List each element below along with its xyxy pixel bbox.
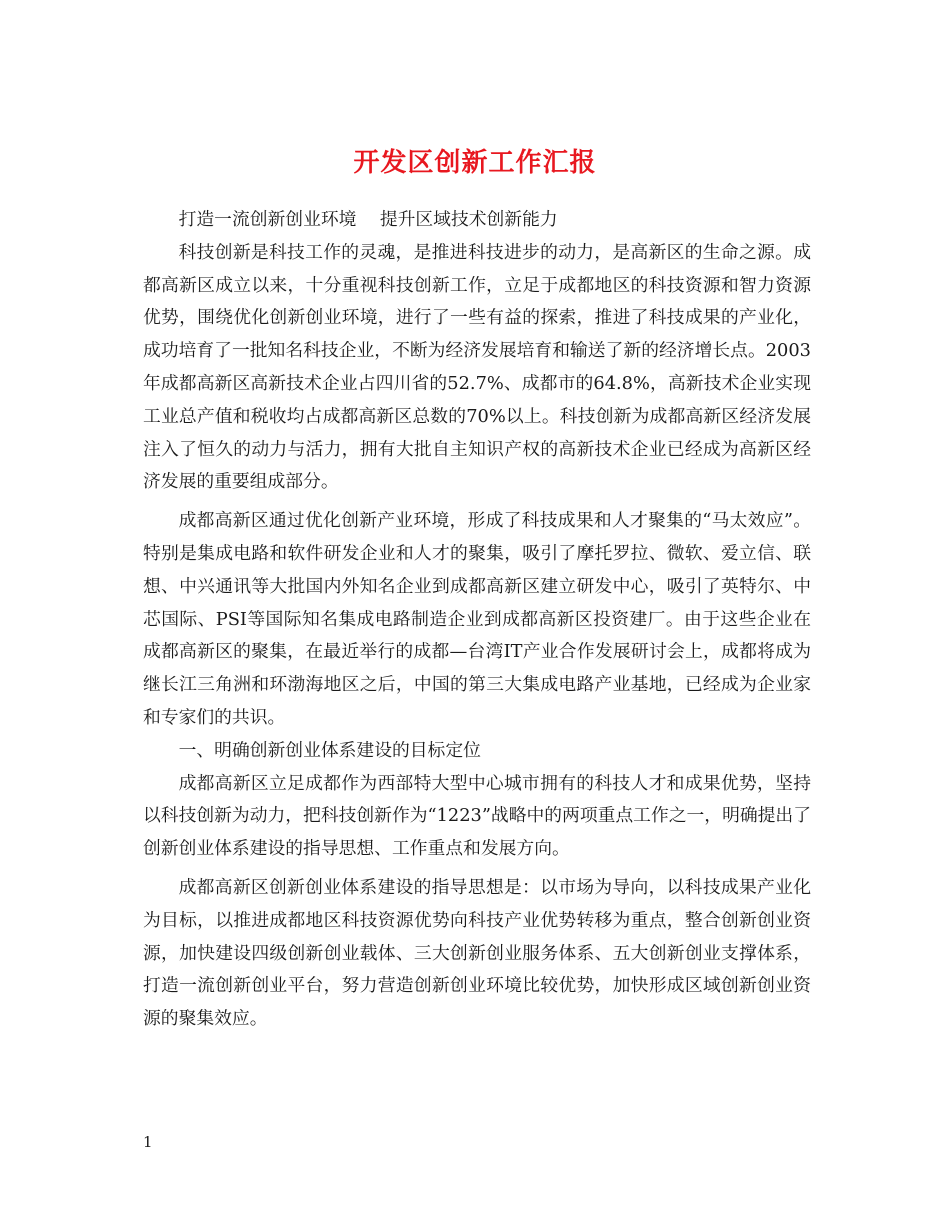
document-title: 开发区创新工作汇报 (353, 148, 597, 179)
page-number: 1 (143, 1133, 153, 1151)
paragraph-intro: 科技创新是科技工作的灵魂，是推进科技进步的动力，是高新区的生命之源。成都高新区成立以来，十分重视科技创新工作，立足于成都地区的科技资源和智力资源优势，围绕优化创新创业环境，进行了一些有益的探索，推进了科技成果的产业化，成功培育了一批知名科技企业，不断为经济发展培育和输送了新的经济增长点。2003年成都高新区高新技术企业占四川省的52.7%、成都市的64.8%，高新技术企业实现工业总产值和税收均占成都高新区总数的70%以上。科技创新为成都高新区经济发展注入了恒久的动力与活力，拥有大批自主知识产权的高新技术企业已经成为高新区经济发展的重要组成部分。 (143, 241, 811, 493)
section-heading-1: 一、明确创新创业体系建设的目标定位 (178, 739, 481, 761)
paragraph-subtitle: 打造一流创新创业环境 提升区域技术创新能力 (178, 209, 558, 230)
document-body (143, 204, 811, 1036)
paragraph-matthew-effect: 成都高新区通过优化创新产业环境，形成了科技成果和人才聚集的“马太效应”。特别是集成电路和软件研发企业和人才的聚集，吸引了摩托罗拉、微软、爱立信、联想、中兴通讯等大批国内外知名企业到成都高新区建立研发中心，吸引了英特尔、中芯国际、PSI等国际知名集成电路制造企业到成都高新区投资建厂。由于这些企业在成都高新区的聚集，在最近举行的成都—台湾IT产业合作发展研讨会上，成都将成为继长江三角洲和环渤海地区之后，中国的第三大集成电路产业基地，已经成为企业家和专家们的共识。 (143, 510, 811, 728)
paragraph-positioning: 成都高新区立足成都作为西部特大型中心城市拥有的科技人才和成果优势，坚持以科技创新为动力，把科技创新作为“1223”战略中的两项重点工作之一，明确提出了创新创业体系建设的指导思想、工作重点和发展方向。 (143, 772, 811, 860)
paragraph-guiding-ideology: 成都高新区创新创业体系建设的指导思想是：以市场为导向，以科技成果产业化为目标，以推进成都地区科技资源优势向科技产业优势转移为重点，整合创新创业资源，加快建设四级创新创业载体、三大创新创业服务体系、五大创新创业支撑体系，打造一流创新创业平台，努力营造创新创业环境比较优势，加快形成区域创新创业资源的聚集效应。 (143, 876, 811, 1030)
